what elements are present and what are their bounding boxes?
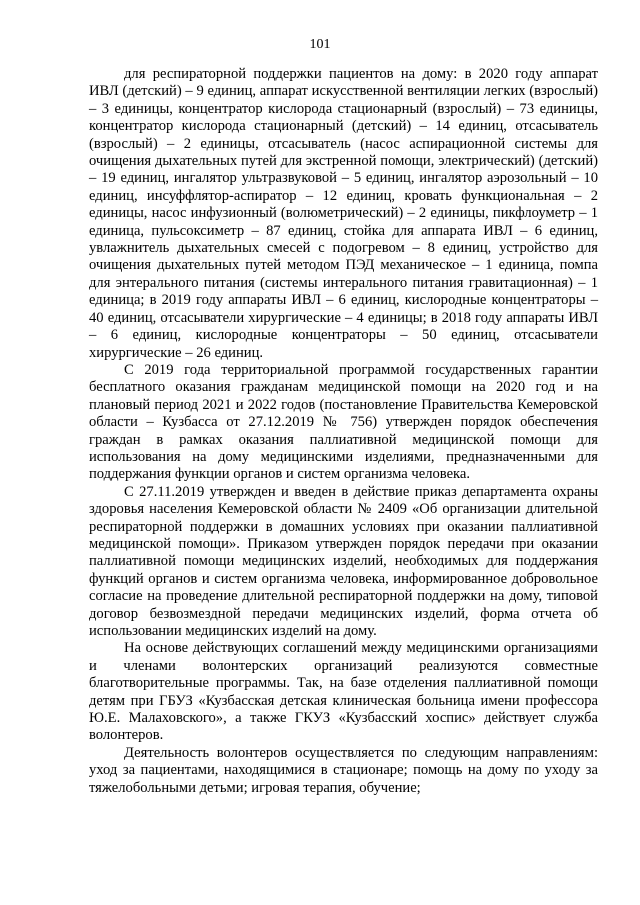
paragraph-volunteer-activities: Деятельность волонтеров осуществляется по следующим направлениям: уход за пациентами, находящимися в стационаре; помощь на дому по уходу за тяжелобольными детьми; игровая терапия, обучение; [89,744,598,796]
paragraph-volunteer-programs: На основе действующих соглашений между медицинскими организациями и членами волонтерских организаций реализуются совместные благотворительные программы. Так, на базе отделения паллиативной помощи детям при ГБУЗ «Кузбасская детская клиническая больница имени профессора Ю.Е. Малаховского», а также ГКУЗ «Кузбасский хоспис» действует служба волонтеров. [89,640,598,744]
document-body [89,66,598,797]
page-number: 101 [309,37,331,52]
paragraph-territorial-program: С 2019 года территориальной программой государственных гарантии бесплатного оказания гражданам медицинской помощи на 2020 год и на плановый период 2021 и 2022 годов (постановление Правительства Кемеровской области – Кузбасса от 27.12.2019 № 756) утвержден порядок обеспечения граждан в рамках оказания паллиативной медицинской помощи для использования на дому медицинскими изделиями, предназначенными для поддержания функции органов и систем организма человека. [89,361,598,483]
paragraph-order-2409: С 27.11.2019 утвержден и введен в действие приказ департамента охраны здоровья населения Кемеровской области № 2409 «Об организации длительной респираторной поддержки в домашних условиях при оказании паллиативной медицинской помощи». Приказом утвержден порядок передачи при оказании паллиативной помощи медицинских изделий, необходимых для поддержания функций органов и систем организма человека, информированное добровольное согласие на проведение длительной респираторной поддержки на дому, типовой договор безвозмездной передачи медицинских изделий, форма отчета об использовании медицинских изделий на дому. [89,483,598,639]
paragraph-equipment-list: для респираторной поддержки пациентов на дому: в 2020 году аппарат ИВЛ (детский) – 9 единиц, аппарат искусственной вентиляции легких (взрослый) – 3 единицы, концентратор кислорода стационарный (взрослый) – 73 единицы, концентратор кислорода стационарный (детский) – 14 единиц, отсасыватель (взрослый) – 2 единицы, отсасыватель (насос аспирационной системы для очищения дыхательных путей для экстренной помощи, электрический) (детский) – 19 единиц, ингалятор ультразвуковой – 5 единиц, ингалятор аэрозольный – 10 единиц, инсуффлятор-аспиратор – 12 единиц, кровать функциональная – 2 единицы, насос инфузионный (волюметрический) – 2 единицы, пикфлоуметр – 1 единица, пульсоксиметр – 87 единиц, стойка для аппарата ИВЛ – 6 единиц, увлажнитель дыхательных смесей с подогревом – 8 единиц, устройство для очищения дыхательных путей методом ПЭД механическое – 1 единица, помпа для энтерального питания (системы интерального питания гравитационная) – 1 единица; в 2019 году аппараты ИВЛ – 6 единиц, кислородные концентраторы – 40 единиц, отсасыватели хирургические – 4 единицы; в 2018 году аппараты ИВЛ – 6 единиц, кислородные концентраторы – 50 единиц, отсасыватели хирургические – 26 единиц. [89,66,598,361]
